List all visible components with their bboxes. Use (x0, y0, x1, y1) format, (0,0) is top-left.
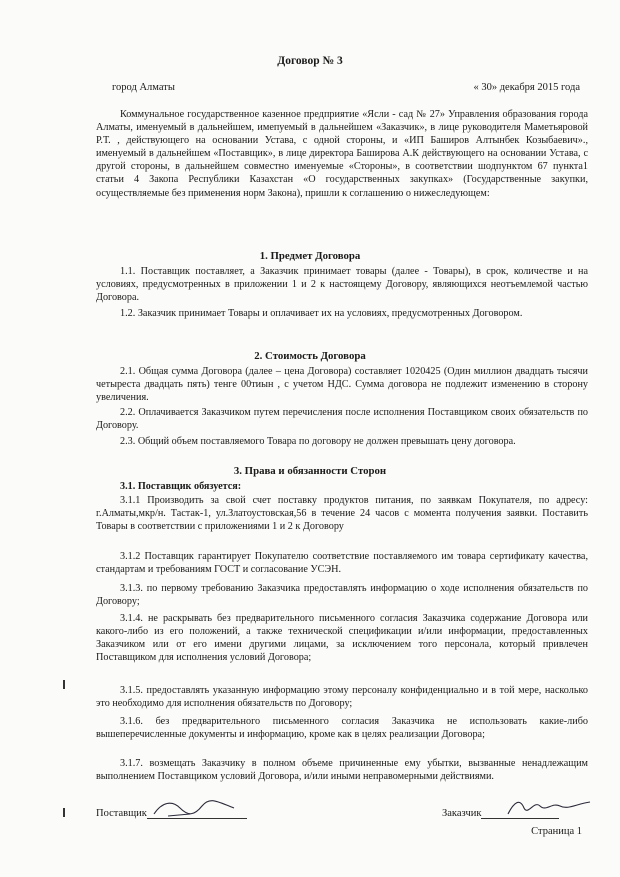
section-3-heading: 3. Права и обязанности Сторон (233, 465, 387, 477)
clause-1-2: 1.2. Заказчик принимает Товары и оплачивает их на условиях, предусмотренных Договором. (120, 308, 523, 319)
section-1-heading: 1. Предмет Договора (259, 250, 361, 262)
intro-paragraph: Коммунальное государственное казенное предприятие «Ясли - сад № 27» Управления образования города Алматы, именуемый в дальнейшем, имепуемый в дальнейшем «Заказчик», в лице руководителя Маметьяровой Р.Т. , действующего на основании Устава, с одной стороны, и «ИП Баширов Алтынбек Козыбаевич»., именуемый в дальнейшем «Поставщик», в лице директора Баширова А.К действующего на основании Устава, с другой стороны, в дальнейшем совместно именуемые «Стороны», в соответствии шодпунктом 67 пункта1 статьи 4 Закопа Республики Казахстан «О государственных закупках» (Государственные закупки, осуществляемые без применения норм Закона), пришли к соглашению о нижеследующем: (96, 109, 588, 199)
clause-2-2: 2.2. Оплачивается Заказчиком путем перечисления после исполнения Поставщиком своих обязательств по Договору. (96, 407, 588, 432)
clause-3-1-7: 3.1.7. возмещать Заказчику в полном объеме причиненные ему убытки, вызванные ненадлежащим выполнением Поставщиком условий Договора, и/или иными неправомерными действиями. (96, 758, 588, 783)
contract-city: город Алматы (112, 82, 175, 93)
supplier-signature-scribble (150, 796, 240, 822)
contract-title: Договор № 3 (277, 55, 343, 67)
supplier-label: Поставщик (96, 808, 147, 819)
clause-3-1-3: 3.1.3. по первому требованию Заказчика предоставлять информацию о ходе исполнения обязательств по Договору; (96, 583, 588, 608)
contract-date: « 30» декабря 2015 года (473, 82, 580, 93)
customer-label: Заказчик (442, 808, 482, 819)
clause-3-1-2: 3.1.2 Поставщик гарантирует Покупателю соответствие поставляемого им товара сертификату качества, стандартам и требованиям ГОСТ и согласование УСЭН. (96, 551, 588, 576)
section-2-heading: 2. Стоимость Договора (254, 350, 366, 362)
margin-mark (63, 680, 65, 689)
clause-3-1-5: 3.1.5. предоставлять указанную информацию этому персоналу конфиденциально и в той мере, насколько это необходимо для исполнения обязательств по Договору; (96, 685, 588, 710)
margin-mark (63, 808, 65, 817)
clause-3-1-1: 3.1.1 Производить за свой счет поставку продуктов питания, по заявкам Покупателя, по адресу: г.Алматы,мкр/н. Тастак-1, ул.Златоустовская,56 в течение 24 часов с момента получения заявки. Поставить Товары в соответствии с приложениями 1 и 2 к Договору (96, 495, 588, 533)
clause-3-1-heading: 3.1. Поставщик обязуется: (120, 481, 242, 492)
clause-2-3: 2.3. Общий объем поставляемого Товара по договору не должен превышать цену договора. (120, 436, 516, 447)
customer-signature-scribble (504, 794, 594, 820)
page-number: Страница 1 (531, 826, 582, 837)
clause-2-1: 2.1. Общая сумма Договора (далее – цена Договора) составляет 1020425 (Один миллион двадцать тысячи четыреста двадцать пять) тенге 00тиын , с учетом НДС. Сумма договора не подлежит изменению в сторону увеличения. (96, 366, 588, 404)
clause-3-1-4: 3.1.4. не раскрывать без предварительного письменного согласия Заказчика содержание Договора или какого-либо из его положений, а также технической спецификации и/или информации, предоставленных Заказчиком или от его имени другими лицами, за исключением того персонала, который привлечен Поставщиком для исполнения условий Договора; (96, 613, 588, 664)
clause-1-1: 1.1. Поставщик поставляет, а Заказчик принимает товары (далее - Товары), в срок, количестве и на условиях, предусмотренных в приложении 1 и 2 к настоящему Договору, являющихся неотъемлемой частью Договора. (96, 266, 588, 304)
clause-3-1-6: 3.1.6. без предварительного письменного согласия Заказчика не использовать какие-либо вышеперечисленные документы и информацию, кроме как в целях реализации Договора; (96, 716, 588, 741)
